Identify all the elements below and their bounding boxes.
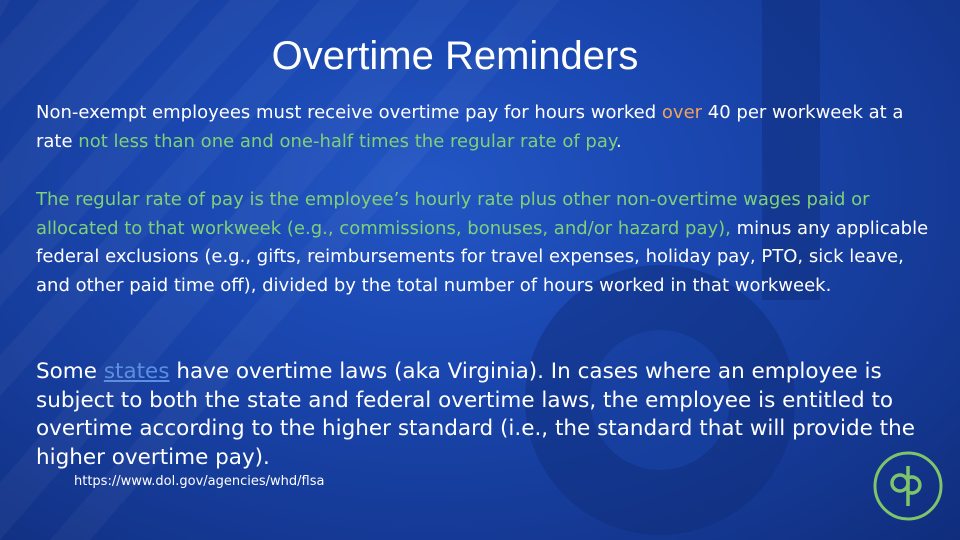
paragraph2-text-rest: minus any applicable federal exclusions (e.g., gifts, reimbursements for travel expenses, holiday pay, PTO, sick leave, and other paid time off), divided by the total number of hours worked in that workweek. <box>36 217 929 296</box>
paragraph2-rate-highlight: The regular rate of pay is the employee’s hourly rate plus other non-overtime wages paid or allocated to that workweek (e.g., commissions, bonuses, and/or hazard pay), <box>36 189 870 239</box>
paragraph1-text-middle: 40 per workweek at a rate <box>36 102 904 152</box>
paragraph1-text-end: . <box>615 130 622 152</box>
state-laws-paragraph <box>36 358 931 472</box>
paragraph3-text-rest: have overtime laws (aka Virginia). In cases where an employee is subject to both the state and federal overtime laws, the employee is entitled to overtime according to the higher standard (i.e., the standard that will provide the higher overtime pay). <box>36 359 915 470</box>
paragraph1-over-highlight: over <box>661 102 703 123</box>
states-link[interactable]: states <box>103 359 170 384</box>
regular-rate-paragraph <box>36 186 941 300</box>
slide-title: Overtime Reminders <box>271 34 639 78</box>
paragraph1-rate-highlight: not less than one and one-half times the regular rate of pay <box>78 130 616 152</box>
source-url: https://www.dol.gov/agencies/whd/flsa <box>74 474 325 489</box>
overtime-rule-paragraph <box>36 99 941 156</box>
paragraph3-text-start: Some <box>36 359 104 384</box>
paragraph1-text-start: Non-exempt employees must receive overtime pay for hours worked <box>36 102 662 123</box>
dp-logo-icon <box>872 450 944 522</box>
